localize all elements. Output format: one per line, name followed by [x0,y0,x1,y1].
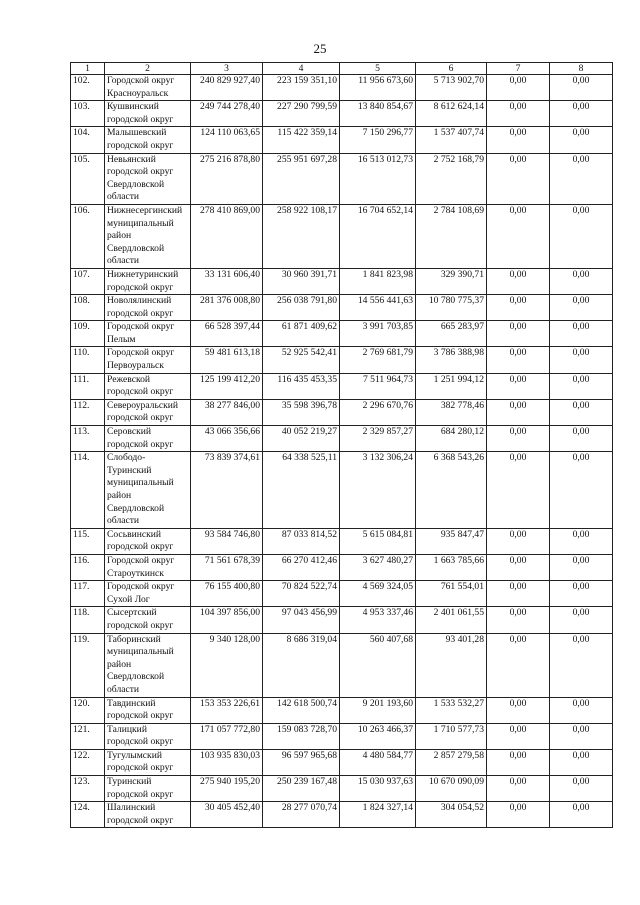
value-col-3: 38 277 846,00 [191,399,263,425]
value-col-3: 278 410 869,00 [191,204,263,268]
value-col-4: 96 597 965,68 [263,749,340,775]
value-col-8: 0,00 [550,295,613,321]
value-col-8: 0,00 [550,607,613,633]
row-number: 115. [71,528,105,554]
municipality-name [105,426,191,452]
value-col-3: 249 744 278,40 [191,101,263,127]
value-col-5: 9 201 193,60 [340,697,416,723]
municipality-name-line: Режевской [107,373,151,385]
municipality-name-line: муниципальный [107,217,174,229]
table-row [71,75,613,101]
municipality-name-line: Пелым [107,333,136,345]
municipality-name-line: городской округ [107,307,174,319]
value-col-7: 0,00 [487,101,550,127]
value-col-8: 0,00 [550,633,613,697]
value-col-6: 10 670 090,09 [416,776,487,802]
row-number: 118. [71,607,105,633]
value-col-8: 0,00 [550,452,613,529]
row-number: 121. [71,723,105,749]
table-row [71,127,613,153]
municipality-name [105,802,191,828]
municipality-name-line: Городской округ [107,554,175,566]
value-col-4: 40 052 219,27 [263,426,340,452]
value-col-4: 255 951 697,28 [263,153,340,204]
table-row [71,802,613,828]
value-col-6: 8 612 624,14 [416,101,487,127]
table-row [71,295,613,321]
municipality-name-line: муниципальный [107,646,174,658]
row-number: 120. [71,697,105,723]
municipality-name-line: городской округ [107,438,174,450]
municipality-name-line: Туринский [107,776,152,788]
table-body [71,75,613,828]
municipality-name-line: Невьянский [107,153,156,165]
value-col-8: 0,00 [550,528,613,554]
municipality-name-line: Таборинский [107,633,161,645]
value-col-8: 0,00 [550,776,613,802]
value-col-6: 684 280,12 [416,426,487,452]
municipality-name-line: Новолялинский [107,295,172,307]
value-col-5: 16 704 652,14 [340,204,416,268]
value-col-3: 66 528 397,44 [191,321,263,347]
value-col-8: 0,00 [550,127,613,153]
municipality-name-line: Городской округ [107,581,175,593]
municipality-name-line: Сосьвинский [107,528,162,540]
column-header: 8 [550,63,613,75]
value-col-5: 560 407,68 [340,633,416,697]
value-col-4: 256 038 791,80 [263,295,340,321]
municipality-name-line: Малышевский [107,127,167,139]
value-col-3: 281 376 008,80 [191,295,263,321]
municipality-name-line: городской округ [107,710,174,722]
value-col-3: 153 353 226,61 [191,697,263,723]
table-row [71,373,613,399]
value-col-7: 0,00 [487,204,550,268]
value-col-7: 0,00 [487,295,550,321]
municipality-name-line: городской округ [107,736,174,748]
value-col-7: 0,00 [487,633,550,697]
row-number: 114. [71,452,105,529]
value-col-3: 9 340 128,00 [191,633,263,697]
column-header: 7 [487,63,550,75]
value-col-5: 4 569 324,05 [340,581,416,607]
municipality-name [105,127,191,153]
table-row [71,452,613,529]
municipality-name [105,321,191,347]
value-col-6: 93 401,28 [416,633,487,697]
value-col-6: 761 554,01 [416,581,487,607]
value-col-5: 11 956 673,60 [340,75,416,101]
municipality-name [105,452,191,529]
value-col-7: 0,00 [487,581,550,607]
value-col-4: 28 277 070,74 [263,802,340,828]
municipality-name-line: городской округ [107,113,174,125]
value-col-5: 4 953 337,46 [340,607,416,633]
value-col-6: 6 368 543,26 [416,452,487,529]
value-col-8: 0,00 [550,399,613,425]
municipality-name [105,101,191,127]
table-row [71,607,613,633]
value-col-4: 87 033 814,52 [263,528,340,554]
value-col-5: 3 991 703,85 [340,321,416,347]
value-col-7: 0,00 [487,776,550,802]
value-col-7: 0,00 [487,723,550,749]
value-col-4: 159 083 728,70 [263,723,340,749]
table-row [71,426,613,452]
value-col-6: 665 283,97 [416,321,487,347]
value-col-7: 0,00 [487,127,550,153]
column-header: 3 [191,63,263,75]
value-col-4: 8 686 319,04 [263,633,340,697]
value-col-5: 7 150 296,77 [340,127,416,153]
table-row [71,581,613,607]
municipality-name [105,633,191,697]
value-col-7: 0,00 [487,321,550,347]
value-col-8: 0,00 [550,554,613,580]
table-row [71,321,613,347]
value-col-8: 0,00 [550,581,613,607]
value-col-8: 0,00 [550,101,613,127]
value-col-5: 5 615 084,81 [340,528,416,554]
value-col-5: 13 840 854,67 [340,101,416,127]
municipality-name-line: Туринский [107,464,152,476]
municipality-name-line: городской округ [107,281,174,293]
value-col-4: 223 159 351,10 [263,75,340,101]
value-col-6: 2 401 061,55 [416,607,487,633]
value-col-3: 104 397 856,00 [191,607,263,633]
row-number: 119. [71,633,105,697]
value-col-7: 0,00 [487,268,550,294]
municipality-name [105,295,191,321]
value-col-7: 0,00 [487,554,550,580]
value-col-3: 171 057 772,80 [191,723,263,749]
municipality-name-line: области [107,683,140,695]
value-col-6: 1 533 532,27 [416,697,487,723]
municipality-name-line: городской округ [107,788,174,800]
row-number: 112. [71,399,105,425]
value-col-8: 0,00 [550,723,613,749]
value-col-8: 0,00 [550,697,613,723]
value-col-7: 0,00 [487,528,550,554]
value-col-8: 0,00 [550,268,613,294]
municipality-name [105,723,191,749]
value-col-8: 0,00 [550,75,613,101]
table-row [71,776,613,802]
value-col-6: 1 663 785,66 [416,554,487,580]
value-col-4: 250 239 167,48 [263,776,340,802]
value-col-4: 97 043 456,99 [263,607,340,633]
value-col-5: 7 511 964,73 [340,373,416,399]
municipality-name-line: городской округ [107,386,174,398]
municipality-name-line: Серовский [107,426,152,438]
municipality-name [105,153,191,204]
header-row [71,63,613,75]
municipality-name-line: городской округ [107,541,174,553]
municipality-name-line: Нижнесергинский [107,204,183,216]
municipality-name [105,697,191,723]
table-row [71,749,613,775]
value-col-3: 103 935 830,03 [191,749,263,775]
row-number: 116. [71,554,105,580]
row-number: 123. [71,776,105,802]
value-col-8: 0,00 [550,749,613,775]
value-col-8: 0,00 [550,153,613,204]
value-col-4: 35 598 396,78 [263,399,340,425]
value-col-7: 0,00 [487,153,550,204]
value-col-6: 2 752 168,79 [416,153,487,204]
value-col-5: 2 769 681,79 [340,347,416,373]
value-col-4: 142 618 500,74 [263,697,340,723]
municipality-name [105,268,191,294]
municipality-name [105,581,191,607]
municipality-name-line: район [107,490,132,501]
municipality-name [105,749,191,775]
municipality-name-line: городской округ [107,412,174,424]
value-col-4: 258 922 108,17 [263,204,340,268]
value-col-4: 66 270 412,46 [263,554,340,580]
municipality-name-line: городской округ [107,762,174,774]
value-col-4: 227 290 799,59 [263,101,340,127]
value-col-7: 0,00 [487,802,550,828]
column-header: 2 [105,63,191,75]
value-col-5: 4 480 584,77 [340,749,416,775]
value-col-5: 2 296 670,76 [340,399,416,425]
municipality-name-line: муниципальный [107,477,174,489]
municipality-name-line: области [107,255,140,267]
value-col-3: 33 131 606,40 [191,268,263,294]
value-col-5: 16 513 012,73 [340,153,416,204]
value-col-3: 275 940 195,20 [191,776,263,802]
municipality-name-line: области [107,191,140,203]
value-col-7: 0,00 [487,452,550,529]
row-number: 122. [71,749,105,775]
value-col-4: 61 871 409,62 [263,321,340,347]
row-number: 104. [71,127,105,153]
municipality-name [105,554,191,580]
municipality-name-line: области [107,515,140,527]
column-header: 6 [416,63,487,75]
value-col-5: 3 132 306,24 [340,452,416,529]
row-number: 108. [71,295,105,321]
table-row [71,697,613,723]
value-col-6: 3 786 388,98 [416,347,487,373]
municipality-name-line: Сухой Лог [107,593,150,605]
value-col-3: 240 829 927,40 [191,75,263,101]
row-number: 103. [71,101,105,127]
row-number: 124. [71,802,105,828]
value-col-3: 124 110 063,65 [191,127,263,153]
value-col-3: 76 155 400,80 [191,581,263,607]
value-col-6: 5 713 902,70 [416,75,487,101]
value-col-8: 0,00 [550,347,613,373]
value-col-6: 1 251 994,12 [416,373,487,399]
municipality-name-line: Свердловской [107,671,165,683]
row-number: 105. [71,153,105,204]
municipality-name [105,776,191,802]
municipality-name [105,204,191,268]
value-col-5: 2 329 857,27 [340,426,416,452]
municipality-name-line: Красноуральск [107,87,169,99]
table-row [71,268,613,294]
value-col-5: 1 841 823,98 [340,268,416,294]
value-col-6: 329 390,71 [416,268,487,294]
column-header: 5 [340,63,416,75]
value-col-7: 0,00 [487,697,550,723]
municipality-name-line: городской округ [107,139,174,151]
value-col-3: 125 199 412,20 [191,373,263,399]
municipality-name-line: Талицкий [107,723,147,735]
table-row [71,723,613,749]
value-col-7: 0,00 [487,373,550,399]
value-col-5: 15 030 937,63 [340,776,416,802]
value-col-6: 382 778,46 [416,399,487,425]
municipality-name-line: Сысертский [107,607,157,619]
value-col-5: 3 627 480,27 [340,554,416,580]
table-row [71,101,613,127]
page-number: 25 [313,41,327,56]
row-number: 117. [71,581,105,607]
table-row [71,633,613,697]
value-col-8: 0,00 [550,802,613,828]
value-col-8: 0,00 [550,204,613,268]
table-row [71,347,613,373]
value-col-5: 1 824 327,14 [340,802,416,828]
value-col-8: 0,00 [550,373,613,399]
table-row [71,554,613,580]
value-col-4: 52 925 542,41 [263,347,340,373]
value-col-6: 1 537 407,74 [416,127,487,153]
row-number: 102. [71,75,105,101]
row-number: 110. [71,347,105,373]
municipality-name-line: Североуральский [107,399,179,411]
value-col-4: 70 824 522,74 [263,581,340,607]
municipality-name [105,75,191,101]
value-col-5: 14 556 441,63 [340,295,416,321]
municipality-name-line: Городской округ [107,347,175,359]
value-col-6: 10 780 775,37 [416,295,487,321]
value-col-5: 10 263 466,37 [340,723,416,749]
value-col-3: 73 839 374,61 [191,452,263,529]
value-col-3: 43 066 356,66 [191,426,263,452]
municipality-name-line: Тавдинский [107,697,156,709]
municipality-name [105,528,191,554]
municipality-name-line: Свердловской [107,242,165,254]
value-col-7: 0,00 [487,749,550,775]
value-col-6: 935 847,47 [416,528,487,554]
column-header: 4 [263,63,340,75]
municipality-name-line: Свердловской [107,178,165,190]
value-col-6: 2 857 279,58 [416,749,487,775]
budget-table [70,62,613,828]
municipality-name-line: район [107,230,132,242]
column-header: 1 [71,63,105,75]
municipality-name [105,399,191,425]
value-col-3: 275 216 878,80 [191,153,263,204]
municipality-name-line: Кушвинский [107,101,159,113]
municipality-name-line: Городской округ [107,75,175,86]
municipality-name [105,607,191,633]
value-col-4: 30 960 391,71 [263,268,340,294]
table-row [71,204,613,268]
municipality-name-line: Слободо- [107,452,146,464]
row-number: 109. [71,321,105,347]
row-number: 111. [71,373,105,399]
municipality-name-line: городской округ [107,619,174,631]
municipality-name-line: Тугулымский [107,749,162,761]
municipality-name-line: городской округ [107,814,174,826]
value-col-7: 0,00 [487,399,550,425]
table-row [71,399,613,425]
municipality-name-line: Первоуральск [107,360,164,372]
value-col-4: 115 422 359,14 [263,127,340,153]
row-number: 113. [71,426,105,452]
value-col-4: 116 435 453,35 [263,373,340,399]
value-col-4: 64 338 525,11 [263,452,340,529]
municipality-name [105,373,191,399]
table-row [71,153,613,204]
municipality-name [105,347,191,373]
municipality-name-line: Староуткинск [107,567,164,579]
value-col-8: 0,00 [550,321,613,347]
value-col-7: 0,00 [487,607,550,633]
value-col-3: 71 561 678,39 [191,554,263,580]
municipality-name-line: Нижнетуринский [107,268,179,280]
municipality-name-line: Шалинский [107,802,156,814]
value-col-8: 0,00 [550,426,613,452]
table-row [71,528,613,554]
value-col-3: 59 481 613,18 [191,347,263,373]
municipality-name-line: Городской округ [107,321,175,333]
value-col-7: 0,00 [487,75,550,101]
value-col-7: 0,00 [487,347,550,373]
municipality-name-line: городской округ [107,166,174,178]
row-number: 107. [71,268,105,294]
row-number: 106. [71,204,105,268]
value-col-7: 0,00 [487,426,550,452]
value-col-3: 93 584 746,80 [191,528,263,554]
municipality-name-line: район [107,658,132,670]
value-col-6: 1 710 577,73 [416,723,487,749]
value-col-3: 30 405 452,40 [191,802,263,828]
municipality-name-line: Свердловской [107,502,165,514]
value-col-6: 304 054,52 [416,802,487,828]
value-col-6: 2 784 108,69 [416,204,487,268]
